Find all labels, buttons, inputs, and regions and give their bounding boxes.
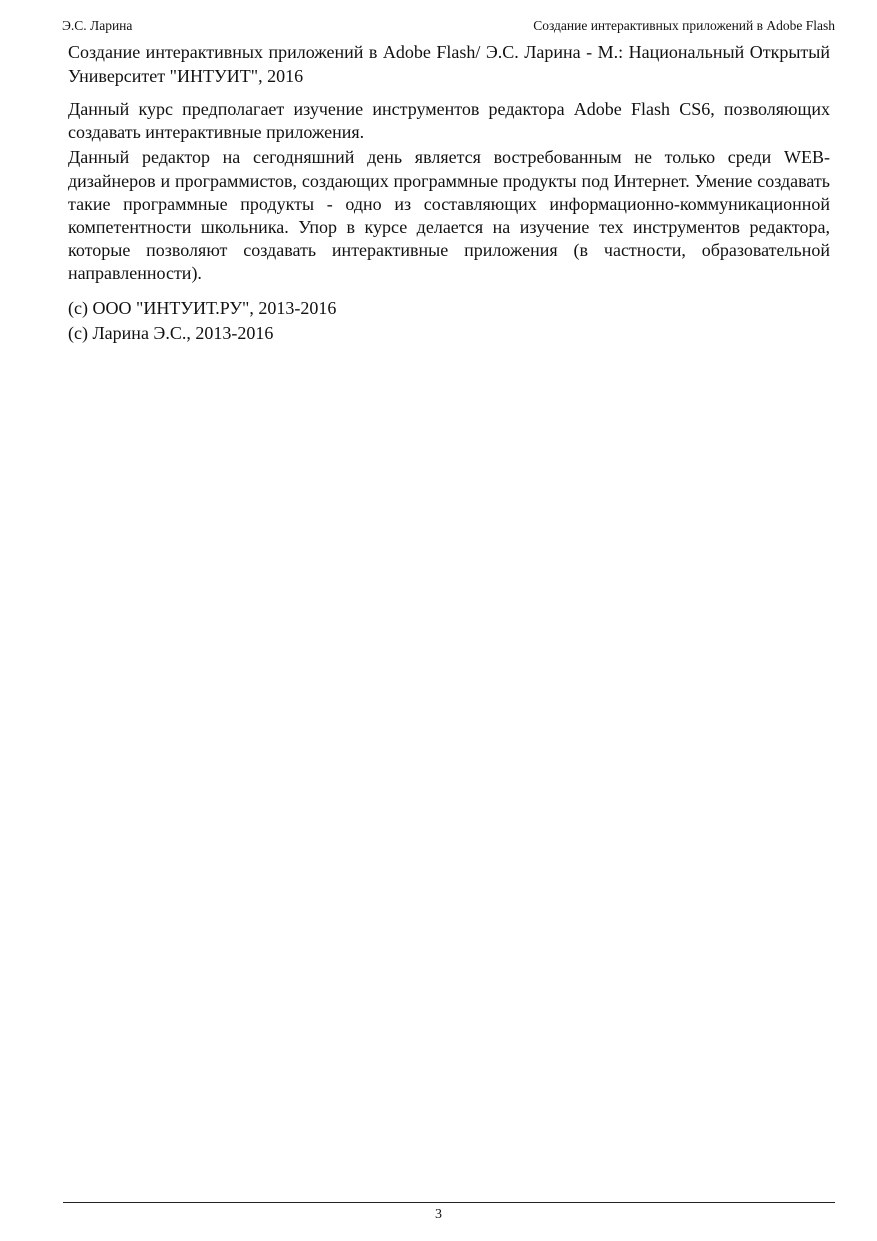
copyright-block	[68, 296, 830, 346]
bibliographic-citation: Создание интерактивных приложений в Adobe Flash/ Э.С. Ларина - М.: Национальный Открытый Университет "ИНТУИТ", 2016	[68, 42, 830, 86]
page-number: 3	[435, 1207, 442, 1222]
abstract-paragraph-1: Данный курс предполагает изучение инструментов редактора Adobe Flash CS6, позволяющих создавать интерактивные приложения.	[68, 99, 830, 143]
page-content	[68, 40, 830, 346]
copyright-publisher: (c) ООО "ИНТУИТ.РУ", 2013-2016	[68, 297, 337, 318]
copyright-author: (c) Ларина Э.С., 2013-2016	[68, 322, 274, 343]
abstract-paragraph-2: Данный редактор на сегодняшний день является востребованным не только среди WEB-дизайнеров и программистов, создающих программные продукты под Интернет. Умение создавать такие программные продукты - одно из составляющих информационно-коммуникационной компетентности школьника. Упор в курсе делается на изучение тех инструментов редактора, которые позволяют создавать интерактивные приложения (в частности, образовательной направленности).	[68, 147, 830, 284]
running-header	[62, 16, 835, 36]
header-title: Создание интерактивных приложений в Adobe Flash	[533, 18, 835, 33]
header-author: Э.С. Ларина	[62, 18, 133, 33]
footer-divider	[63, 1202, 835, 1203]
